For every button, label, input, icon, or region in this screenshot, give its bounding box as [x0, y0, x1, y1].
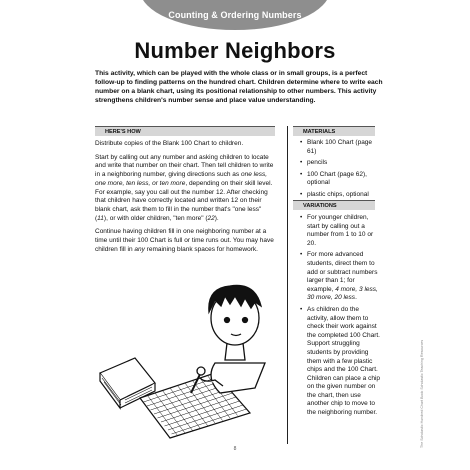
- variation-item: • As children do the activity, allow them to check their work against the completed 100 Chart. Support struggling students by providing them with a few plastic chips and the 100 Chart. Children can place a chip on the given number on the chart, then use another chip to move to the neighboring number.: [307, 306, 380, 418]
- heres-how-step-2: Start by calling out any number and asking children to locate and write that number on their chart. Then tell children to write in a neighboring number, giving directions such as one less, one more, ten less, or ten more, depending on their skill level. For example, say you call out the number 12. After checking that children have correctly located and written 12 on their blank chart, ask them to fill in the number that's "one less" (11), or with older children, "ten more" (22).: [95, 153, 274, 222]
- heres-how-step-3: Continue having children fill in one neighboring number at a time until their 100 Chart is full or time runs out. You may have children fill in any remaining blank spaces for homework.: [95, 228, 274, 253]
- page-title: Number Neighbors: [134, 38, 336, 63]
- column-divider: [287, 126, 288, 444]
- child-writing-illustration: [95, 268, 285, 443]
- heres-how-step-1: Distribute copies of the Blank 100 Chart to children.: [95, 140, 244, 147]
- intro-paragraph: This activity, which can be played with the whole class or in small groups, is a perfect follow-up to finding patterns on the hundred chart. Children determine where to write each number on a blank chart, using its positional relationship to other numbers. This activity strengthens children's number sense and place value understanding.: [95, 70, 383, 104]
- variations-heading: VARIATIONS: [293, 200, 375, 210]
- materials-item: • plastic chips, optional: [307, 191, 380, 200]
- heres-how-heading: HERE'S HOW: [95, 126, 275, 136]
- section-label: Counting & Ordering Numbers: [168, 10, 302, 20]
- materials-item: • pencils: [307, 159, 380, 168]
- variation-item: • For more advanced students, direct them to add or subtract numbers larger than 1; for example, 4 more, 3 less, 30 more, 20 less.: [307, 251, 380, 303]
- side-credit: The Scholastic Hundred Chart Book Scholastic Teaching Resources: [420, 339, 424, 448]
- materials-item: • Blank 100 Chart (page 61): [307, 139, 380, 156]
- materials-heading: MATERIALS: [293, 126, 375, 136]
- heres-how-body: [95, 140, 275, 259]
- materials-list: [300, 139, 380, 203]
- page-number: 8: [233, 446, 237, 452]
- materials-item: • 100 Chart (page 62), optional: [307, 171, 380, 188]
- variations-list: [300, 214, 380, 421]
- variation-item: • For younger children, start by calling out a number from 1 to 10 or 20.: [307, 214, 380, 248]
